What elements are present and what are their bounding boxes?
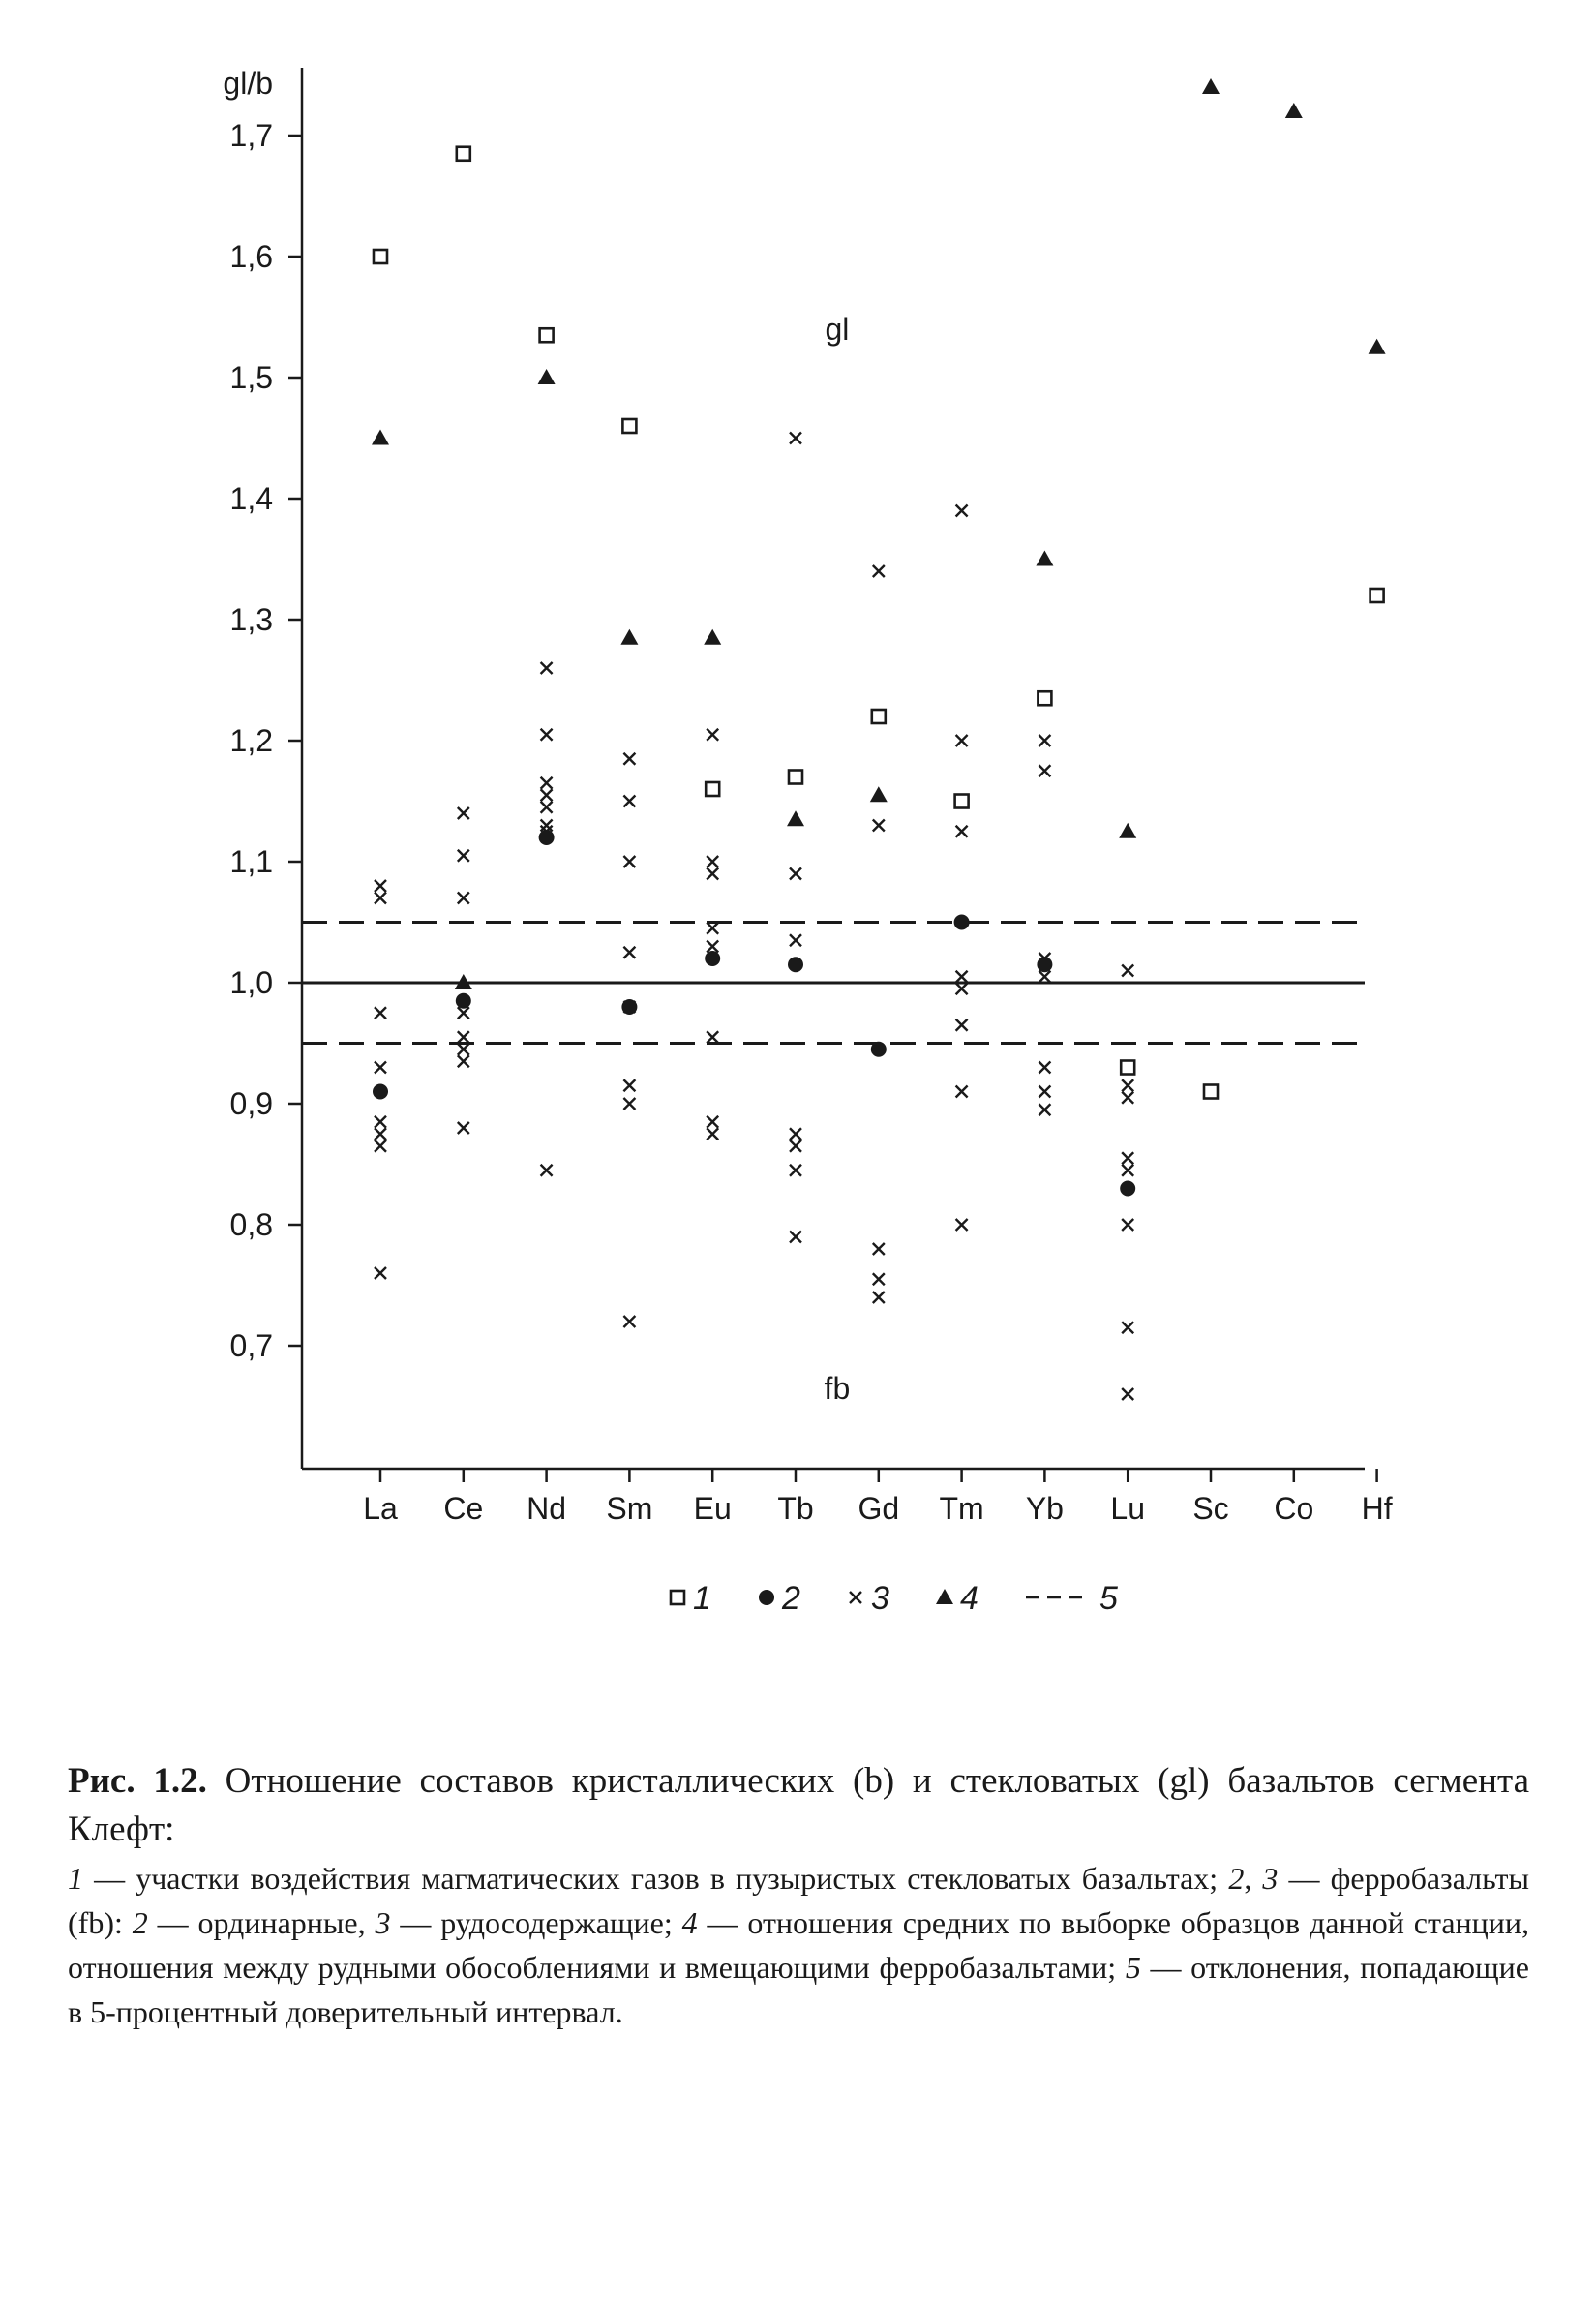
series-3-point — [623, 856, 635, 867]
series-3-point — [790, 1128, 801, 1140]
x-tick-label: Hf — [1361, 1491, 1393, 1526]
series-3-point — [956, 505, 968, 517]
x-tick-label: Co — [1274, 1491, 1314, 1526]
series-3-point — [458, 1007, 469, 1019]
series-3-point — [1122, 965, 1133, 977]
series-2-point — [621, 999, 637, 1015]
series-1-point — [540, 328, 554, 342]
series-3-point — [623, 1079, 635, 1091]
series-3-point — [375, 1062, 386, 1074]
series-3-point — [1122, 1165, 1133, 1176]
series-4-point — [1369, 339, 1386, 354]
series-3-point — [790, 1140, 801, 1152]
series-3-point — [956, 983, 968, 994]
series-1-point — [457, 147, 470, 161]
x-tick-label: Eu — [693, 1491, 732, 1526]
legend-marker-3 — [850, 1592, 861, 1603]
series-4-point — [704, 629, 721, 645]
series-3-point — [375, 1007, 386, 1019]
series-3-point — [1122, 1152, 1133, 1164]
series-1-point — [374, 250, 387, 263]
series-3-point — [1039, 1104, 1050, 1115]
series-1-point — [1121, 1061, 1134, 1075]
caption-title-text: Отношение составов кристаллических (b) и стекловатых (gl) базальтов сегмента Клефт: — [68, 1761, 1529, 1849]
series-2-point — [373, 1084, 388, 1100]
y-tick-label: 1,4 — [229, 481, 273, 516]
series-1-point — [955, 795, 969, 808]
series-3-point — [790, 433, 801, 444]
series-2-point — [539, 830, 555, 845]
series-3-point — [375, 1267, 386, 1279]
series-3-point — [1122, 1079, 1133, 1091]
series-3-point — [375, 880, 386, 892]
y-axis-title: gl/b — [223, 66, 273, 101]
series-4-point — [870, 786, 888, 802]
series-3-point — [1122, 1092, 1133, 1104]
y-tick-label: 1,0 — [229, 965, 273, 1000]
caption-item-text: — отклонения, попадающие в 5-процентный доверительный интервал. — [68, 1950, 1530, 2029]
caption-figure-label: Рис. 1.2. — [68, 1761, 207, 1801]
series-1-point — [1204, 1085, 1218, 1099]
series-1-point — [1370, 589, 1384, 602]
series-3-point — [1039, 1086, 1050, 1098]
series-1-point — [872, 710, 886, 723]
caption-item-number: 2 — [132, 1905, 148, 1940]
x-tick-label: Sc — [1192, 1491, 1229, 1526]
region-annotation: fb — [824, 1370, 851, 1406]
y-tick-label: 1,3 — [229, 602, 273, 637]
series-4-point — [1202, 78, 1220, 94]
series-3-point — [956, 1019, 968, 1031]
x-tick-label: Ce — [443, 1491, 484, 1526]
caption-title — [68, 1757, 1529, 1854]
x-tick-label: Yb — [1025, 1491, 1064, 1526]
series-2-point — [705, 951, 720, 966]
series-3-point — [956, 1086, 968, 1098]
series-3-point — [707, 1031, 718, 1043]
series-3-point — [790, 1232, 801, 1243]
series-3-point — [458, 850, 469, 862]
x-tick-label: La — [363, 1491, 398, 1526]
legend-marker-2 — [759, 1590, 774, 1605]
series-3-point — [873, 820, 885, 832]
series-3-point — [375, 893, 386, 904]
series-3-point — [873, 565, 885, 577]
caption-item-text: — отношения средних по выборке образцов данной станции, отношения между рудными обособлениями и вмещающими ферробазальтами; — [68, 1905, 1530, 1985]
series-3-point — [707, 856, 718, 867]
x-tick-label: Nd — [527, 1491, 567, 1526]
series-3-point — [541, 662, 553, 674]
x-tick-label: Tb — [777, 1491, 814, 1526]
series-1-point — [622, 419, 636, 433]
series-3-point — [623, 796, 635, 807]
region-annotation: gl — [825, 312, 850, 347]
series-3-point — [623, 1316, 635, 1327]
series-3-point — [873, 1243, 885, 1255]
series-3-point — [458, 1031, 469, 1043]
series-3-point — [458, 893, 469, 904]
series-3-point — [956, 826, 968, 837]
series-3-point — [1039, 735, 1050, 746]
caption-item-text: — участки воздействия магматических газов в пузыристых стекловатых базальтах; — [83, 1861, 1229, 1896]
caption-item-number: 3 — [375, 1905, 391, 1940]
series-3-point — [541, 1165, 553, 1176]
caption-item-number: 5 — [1125, 1950, 1141, 1985]
series-3-point — [623, 1098, 635, 1110]
caption-item-text: — ферробазальты (fb): — [68, 1861, 1530, 1940]
legend-label-3: 3 — [871, 1580, 889, 1617]
series-3-point — [458, 1044, 469, 1055]
caption-item-text: — рудосодержащие; — [390, 1905, 682, 1940]
figure-caption — [68, 1757, 1529, 2034]
y-tick-label: 1,2 — [229, 723, 273, 758]
caption-item-number: 3 — [1262, 1861, 1279, 1896]
series-2-point — [954, 915, 970, 930]
y-tick-label: 1,1 — [229, 844, 273, 879]
series-3-point — [1039, 1062, 1050, 1074]
series-2-point — [871, 1042, 887, 1057]
series-3-point — [541, 729, 553, 741]
caption-item-number: 1 — [68, 1861, 83, 1896]
series-3-point — [1039, 971, 1050, 983]
series-3-point — [623, 947, 635, 958]
y-tick-label: 0,9 — [229, 1086, 273, 1121]
y-tick-label: 1,6 — [229, 239, 273, 274]
series-4-point — [372, 430, 389, 445]
caption-legend-text — [68, 1856, 1529, 2034]
legend-label-2: 2 — [782, 1580, 800, 1617]
series-3-point — [458, 807, 469, 819]
series-2-point — [1120, 1181, 1135, 1197]
x-tick-label: Tm — [939, 1491, 984, 1526]
series-3-point — [956, 1219, 968, 1231]
series-3-point — [541, 789, 553, 801]
series-3-point — [623, 753, 635, 765]
legend-label-1: 1 — [693, 1580, 711, 1617]
series-3-point — [1122, 1322, 1133, 1333]
series-3-point — [541, 802, 553, 813]
series-3-point — [790, 1165, 801, 1176]
series-4-point — [787, 810, 804, 826]
x-tick-label: Lu — [1110, 1491, 1145, 1526]
series-3-point — [375, 1116, 386, 1128]
x-tick-label: Gd — [858, 1491, 900, 1526]
series-3-point — [873, 1292, 885, 1303]
legend-marker-4 — [936, 1589, 953, 1604]
y-tick-label: 0,8 — [229, 1207, 273, 1242]
series-2-point — [456, 993, 471, 1009]
series-4-point — [620, 629, 638, 645]
series-3-point — [707, 868, 718, 880]
x-tick-label: Sm — [606, 1491, 653, 1526]
caption-item-text: , — [1244, 1861, 1263, 1896]
series-3-point — [1122, 1388, 1133, 1400]
series-4-point — [1119, 823, 1136, 838]
series-2-point — [788, 957, 803, 972]
series-3-point — [375, 1128, 386, 1140]
series-3-point — [873, 1273, 885, 1285]
series-3-point — [541, 820, 553, 832]
series-3-point — [956, 735, 968, 746]
series-3-point — [707, 1128, 718, 1140]
series-3-point — [707, 941, 718, 953]
y-tick-label: 0,7 — [229, 1328, 273, 1363]
legend-marker-1 — [671, 1591, 684, 1604]
y-tick-label: 1,5 — [229, 360, 273, 395]
series-3-point — [707, 729, 718, 741]
series-1-point — [706, 782, 719, 796]
legend-label-4: 4 — [960, 1580, 979, 1617]
series-3-point — [1122, 1219, 1133, 1231]
series-3-point — [458, 1122, 469, 1134]
series-4-point — [538, 369, 556, 384]
series-3-point — [707, 923, 718, 934]
caption-item-number: 2 — [1228, 1861, 1245, 1896]
series-4-point — [1285, 103, 1303, 118]
caption-item-text: — ординарные, — [147, 1905, 376, 1940]
caption-item-number: 4 — [681, 1905, 698, 1940]
series-3-point — [1039, 765, 1050, 776]
series-3-point — [956, 971, 968, 983]
series-2-point — [1037, 957, 1052, 972]
series-3-point — [790, 934, 801, 946]
y-tick-label: 1,7 — [229, 118, 273, 153]
series-3-point — [707, 1116, 718, 1128]
series-1-point — [1038, 691, 1051, 705]
series-4-point — [1036, 551, 1053, 566]
series-3-point — [541, 777, 553, 789]
series-3-point — [790, 868, 801, 880]
legend-label-5: 5 — [1099, 1580, 1118, 1617]
series-1-point — [789, 771, 802, 784]
series-3-point — [458, 1055, 469, 1067]
series-3-point — [375, 1140, 386, 1152]
